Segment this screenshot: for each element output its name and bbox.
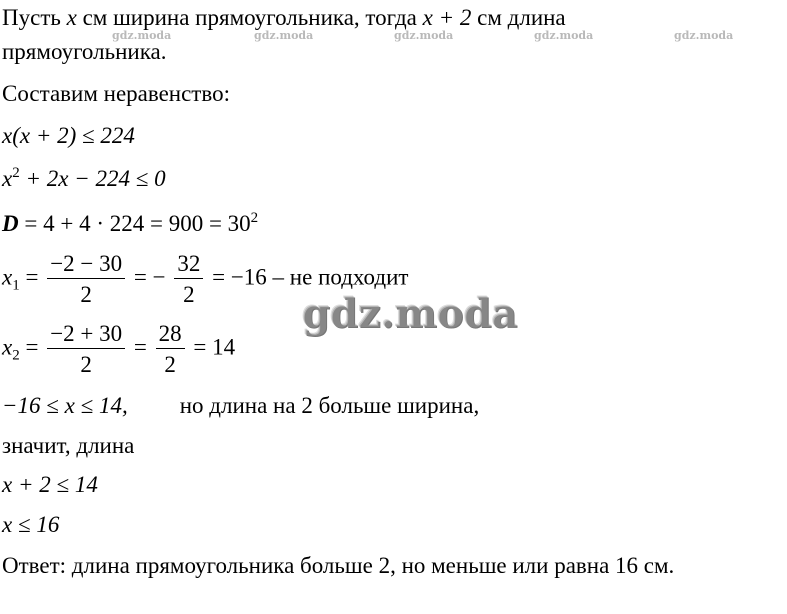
fraction-numerator: 28 (156, 322, 185, 349)
root2-fraction-1 (47, 322, 125, 376)
answer-line: Ответ: длина прямоугольника больше 2, но меньше или равна 16 см. (2, 553, 675, 578)
eq2-exponent: 2 (12, 165, 20, 181)
fraction-numerator: −2 − 30 (47, 252, 125, 279)
discriminant-value: = 4 + 4 · 224 = 900 = 30 (18, 211, 251, 236)
range-note: но длина на 2 больше ширина, (179, 393, 480, 418)
root1-var: x (2, 264, 13, 290)
fraction-denominator: 2 (164, 352, 176, 377)
fraction-numerator: −2 + 30 (47, 322, 125, 349)
watermark-small: gdz.moda (394, 29, 454, 42)
root1-fraction-2 (174, 252, 203, 306)
discriminant-exponent: 2 (250, 210, 259, 226)
range-expression: −16 ≤ x ≤ 14, (2, 393, 128, 418)
fraction-denominator: 2 (80, 352, 92, 377)
equals-sign: = (19, 264, 45, 290)
intro-text: см длина (471, 5, 566, 30)
watermark-small: gdz.moda (112, 29, 172, 42)
watermark-small: gdz.moda (254, 29, 314, 42)
range-line (2, 394, 479, 417)
equation-2 (2, 167, 166, 190)
inequality-2: x ≤ 16 (2, 512, 60, 537)
eq2-rest: + 2x − 224 ≤ 0 (19, 166, 166, 191)
therefore-line: значит, длина (2, 433, 135, 458)
root2-sub: 2 (12, 347, 20, 364)
variable-x: x (66, 5, 77, 30)
root1-fraction-1 (47, 252, 125, 306)
root2-var: x (2, 334, 13, 360)
root-2 (2, 322, 235, 376)
discriminant (2, 212, 258, 235)
intro-line (2, 6, 566, 29)
fraction-denominator: 2 (183, 282, 195, 307)
root2-tail: = 14 (187, 334, 236, 360)
watermark-large: gdz.moda (302, 290, 518, 337)
root1-sub: 1 (12, 277, 20, 294)
length-expression: x + 2 (422, 5, 472, 30)
root1-mid: = − (128, 264, 172, 290)
root2-mid: = (128, 334, 153, 360)
watermark-small: gdz.moda (534, 29, 594, 42)
inequality-1: x + 2 ≤ 14 (2, 472, 98, 497)
root1-tail: = −16 – не подходит (206, 264, 409, 290)
intro-line-2: прямоугольника. (2, 39, 167, 64)
eq2-var: x (2, 166, 13, 191)
equals-sign: = (19, 334, 45, 360)
discriminant-symbol: D (2, 211, 19, 236)
compose-heading: Составим неравенство: (2, 81, 230, 106)
intro-text: см ширина прямоугольника, тогда (76, 5, 423, 30)
fraction-denominator: 2 (80, 282, 92, 307)
equation-1: x(x + 2) ≤ 224 (2, 123, 135, 148)
watermark-small: gdz.moda (674, 29, 734, 42)
intro-text: Пусть (2, 5, 67, 30)
fraction-numerator: 32 (174, 252, 203, 279)
root2-fraction-2 (156, 322, 185, 376)
